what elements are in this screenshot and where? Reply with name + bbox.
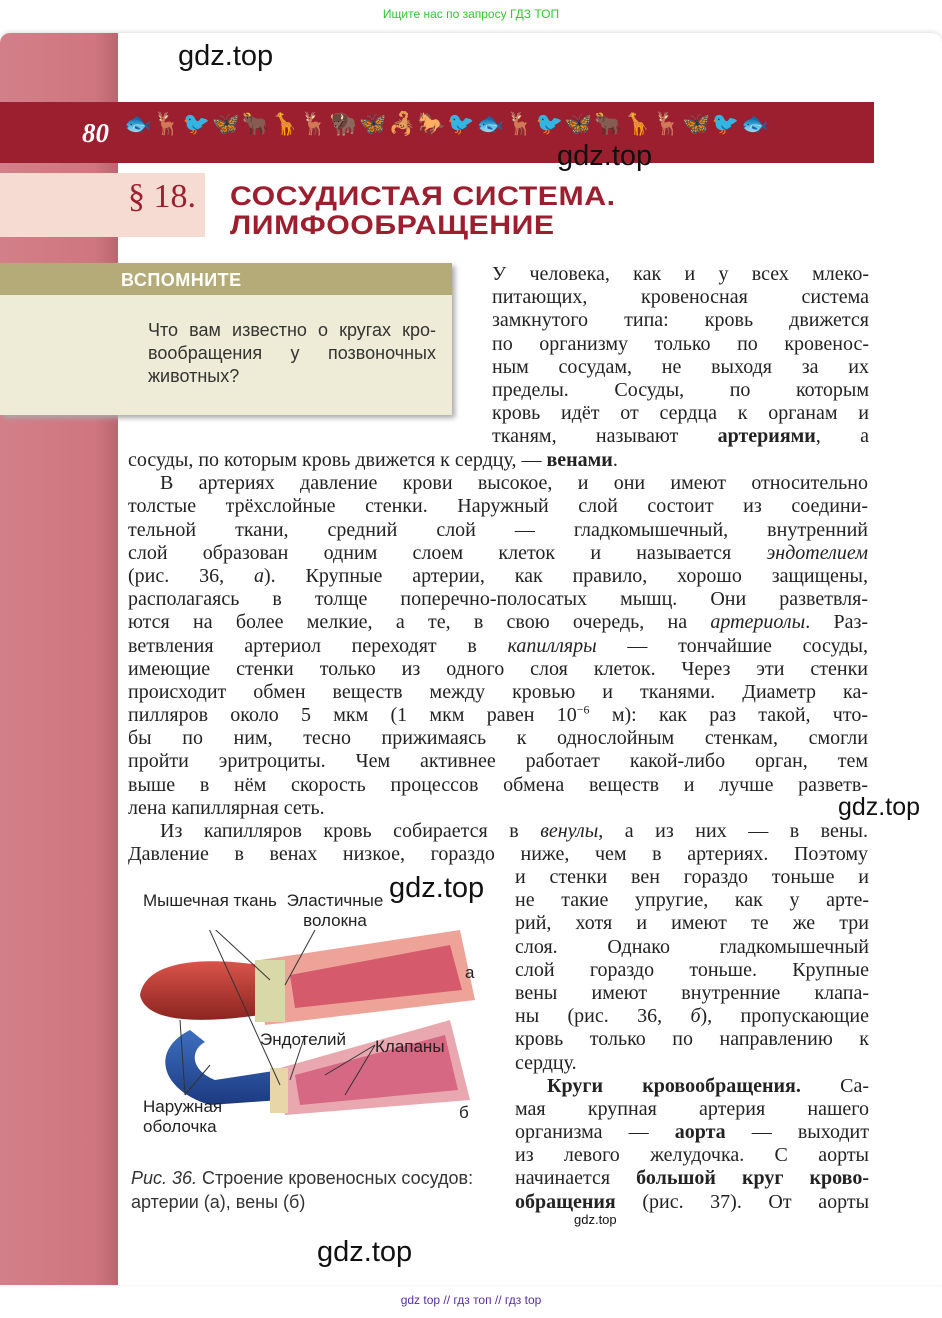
italic-term: а [254, 564, 264, 587]
text-segment: сердцу. [515, 1051, 577, 1074]
bold-term: обращения [515, 1190, 616, 1213]
text-line [128, 635, 868, 658]
text-segment: (рис. 36, [128, 564, 254, 587]
title-line-2: ЛИМФООБРАЩЕНИЕ [230, 210, 555, 240]
text-line [128, 519, 868, 542]
text-line [128, 611, 868, 634]
label-vein-b: б [459, 1103, 469, 1122]
text-line [128, 727, 868, 750]
text-line [492, 379, 869, 402]
text-segment: — тончайшие сосуды, [596, 634, 868, 657]
text-segment: лена капиллярная сеть. [128, 796, 325, 819]
text-segment: Из капилляров кровь собирается в [160, 820, 541, 842]
text-segment: ются на более мелкие, а те, в свою очередь, на [128, 611, 711, 634]
text-line [128, 750, 868, 773]
bold-term: аорта [674, 1121, 726, 1144]
text-segment: кровь идёт от сердца к органам и [492, 402, 869, 425]
italic-term: артериолы [710, 611, 806, 634]
text-line [515, 1075, 869, 1098]
text-line [492, 356, 869, 379]
text-segment: пределы. Сосуды, по которым [492, 378, 869, 401]
label-outer-layer: Наружная оболочка [143, 1097, 223, 1136]
text-line [515, 866, 869, 889]
footer-links[interactable]: gdz top // гдз топ // гдз top [400, 1293, 542, 1307]
text-line [128, 588, 868, 611]
text-segment: ным сосудам, не выходя за их [492, 355, 869, 378]
caption-text: Строение кровеносных сосудов: артерии (а), вены (б) [131, 1168, 474, 1212]
animal-silhouettes-decoration: 🐟🦌🐦🦋🐂🦒🦌🦬🦋🦂🐎🐦🐟🦌🐦🦋🐂🦒🦌🦋🐦🐟 [124, 112, 771, 137]
recall-question: Что вам известно о кругах кровообращения у позвоночных животных? [148, 320, 436, 386]
text-segment: слоя. Однако гладкомышечный [515, 935, 869, 958]
italic-term: венулы [540, 820, 599, 842]
text-line [128, 542, 868, 565]
text-line [515, 889, 869, 912]
text-line [515, 1028, 869, 1051]
text-line [128, 704, 868, 727]
text-segment: Давление в венах низкое, гораздо ниже, чем в артериях. Поэтому [128, 843, 868, 866]
text-line [128, 843, 868, 866]
text-segment: не такие упругие, как у арте- [515, 889, 869, 912]
text-line [492, 263, 869, 286]
text-segment: — выходит [725, 1121, 869, 1144]
watermark: gdz.top [838, 793, 921, 821]
text-segment: имеющие стенки только из одного слоя клеток. Через эти стенки [128, 657, 868, 680]
text-line [128, 820, 868, 843]
text-line [515, 1191, 869, 1214]
text-segment: (рис. 37). От аорты [615, 1190, 869, 1213]
text-segment: организма — [515, 1121, 675, 1144]
section-title [230, 182, 616, 240]
text-line [515, 1098, 869, 1121]
section-number: § 18. [128, 178, 196, 215]
text-line [128, 565, 868, 588]
watermark: gdz.top [557, 140, 653, 172]
text-line [492, 309, 869, 332]
label-artery-a: а [465, 963, 475, 982]
text-segment: начинается [515, 1167, 637, 1190]
text-segment: . Раз- [805, 611, 869, 634]
text-segment: мая крупная артерия нашего [515, 1097, 869, 1120]
bold-term: большой круг крово- [636, 1167, 869, 1190]
text-segment: ). Крупные артерии, как правило, хорошо защищены, [264, 564, 868, 587]
text-line [515, 1121, 869, 1144]
text-segment: сосуды, по которым кровь движется к сердцу, — [128, 449, 547, 471]
label-muscle-tissue: Мышечная ткань [143, 891, 277, 910]
text-line [128, 797, 868, 820]
text-segment: Са- [800, 1074, 869, 1097]
text-line [492, 286, 869, 309]
text-line [515, 1144, 869, 1167]
text-segment: тельной ткани, средний слой — гладкомышечный, внутренний [128, 518, 868, 541]
label-elastic-fibers: Эластичные волокна [286, 891, 384, 930]
italic-term: б [690, 1005, 701, 1028]
text-line [128, 472, 868, 495]
text-line [515, 936, 869, 959]
text-segment: слой образован одним слоем клеток и называется [128, 541, 767, 564]
recall-title: ВСПОМНИТЕ [121, 270, 242, 290]
text-segment: В артериях давление крови высокое, и они имеют относительно [160, 472, 868, 495]
text-segment: пройти эритроциты. Чем активнее работает какой-либо орган, тем [128, 750, 868, 773]
text-line [128, 495, 868, 518]
text-segment: кровь только по направлению к [515, 1028, 869, 1051]
label-valves: Клапаны [375, 1037, 445, 1056]
text-line [128, 449, 868, 472]
text-segment: м): как раз такой, что- [589, 704, 868, 727]
watermark: gdz.top [389, 872, 485, 904]
text-segment: вены имеют внутренние клапа- [515, 981, 869, 1004]
text-segment: толстые трёхслойные стенки. Наружный слой состоит из соедини- [128, 495, 868, 518]
text-line [128, 774, 868, 797]
text-segment: , а [815, 425, 869, 448]
caption-number: Рис. 36. [131, 1168, 198, 1188]
text-line [492, 425, 869, 448]
text-segment: выше в нём скорость процессов обмена веществ и лучше разветв- [128, 773, 868, 796]
text-segment: , а из них — в вены. [598, 820, 868, 842]
text-column-bottom-right [515, 866, 869, 1214]
text-column-top-right [492, 263, 869, 449]
text-segment: по организму только по кровенос- [492, 332, 869, 355]
text-segment: происходит обмен веществ между кровью и тканями. Диаметр ка- [128, 680, 868, 703]
text-line [492, 333, 869, 356]
text-segment: У человека, как и у всех млеко- [492, 263, 869, 285]
text-segment: тканям, называют [492, 425, 718, 448]
text-column-full [128, 449, 868, 866]
text-segment: замкнутого типа: кровь движется [492, 309, 869, 332]
page-number: 80 [82, 118, 109, 148]
text-segment: бы по ним, тесно прижимаясь к однослойным стенкам, смогли [128, 727, 868, 750]
text-segment: ветвления артериол переходят в [128, 634, 508, 657]
text-line [515, 1005, 869, 1028]
text-segment: питающих, кровеносная система [492, 286, 869, 309]
text-segment: ), пропускающие [700, 1005, 870, 1028]
text-line [515, 1167, 869, 1190]
figure-caption [131, 1166, 483, 1214]
label-endothelium: Эндотелий [260, 1030, 347, 1049]
text-segment: ны (рис. 36, [515, 1005, 691, 1028]
text-segment: располагаясь в толще поперечно-полосатых мышц. Они разветвля- [128, 588, 868, 611]
watermark: gdz.top [178, 40, 274, 72]
text-line [515, 959, 869, 982]
bold-term: венами [546, 449, 613, 471]
text-line [515, 982, 869, 1005]
text-line [128, 681, 868, 704]
title-line-1: СОСУДИСТАЯ СИСТЕМА. [230, 181, 616, 211]
text-line [515, 1052, 869, 1075]
search-hint: Ищите нас по запросу ГДЗ ТОП [382, 7, 560, 21]
bold-term: артериями [717, 425, 816, 448]
watermark: gdz.top [574, 1212, 617, 1227]
watermark: gdz.top [317, 1236, 413, 1268]
text-segment: из левого желудочка. С аорты [515, 1144, 869, 1167]
text-segment: рий, хотя и имеют те же три [515, 912, 869, 935]
text-line [515, 912, 869, 935]
italic-term: капилляры [507, 634, 597, 657]
text-segment: пилляров около 5 мкм (1 мкм равен 10 [128, 704, 577, 727]
bold-term: Круги кровообращения. [547, 1074, 801, 1097]
text-line [492, 402, 869, 425]
text-segment: −6 [576, 702, 590, 717]
text-segment: слой гораздо тоньше. Крупные [515, 958, 869, 981]
text-line [128, 658, 868, 681]
text-segment: . [612, 449, 618, 471]
italic-term: эндотелием [766, 541, 868, 564]
text-segment: и стенки вен гораздо тоньше и [515, 866, 869, 888]
